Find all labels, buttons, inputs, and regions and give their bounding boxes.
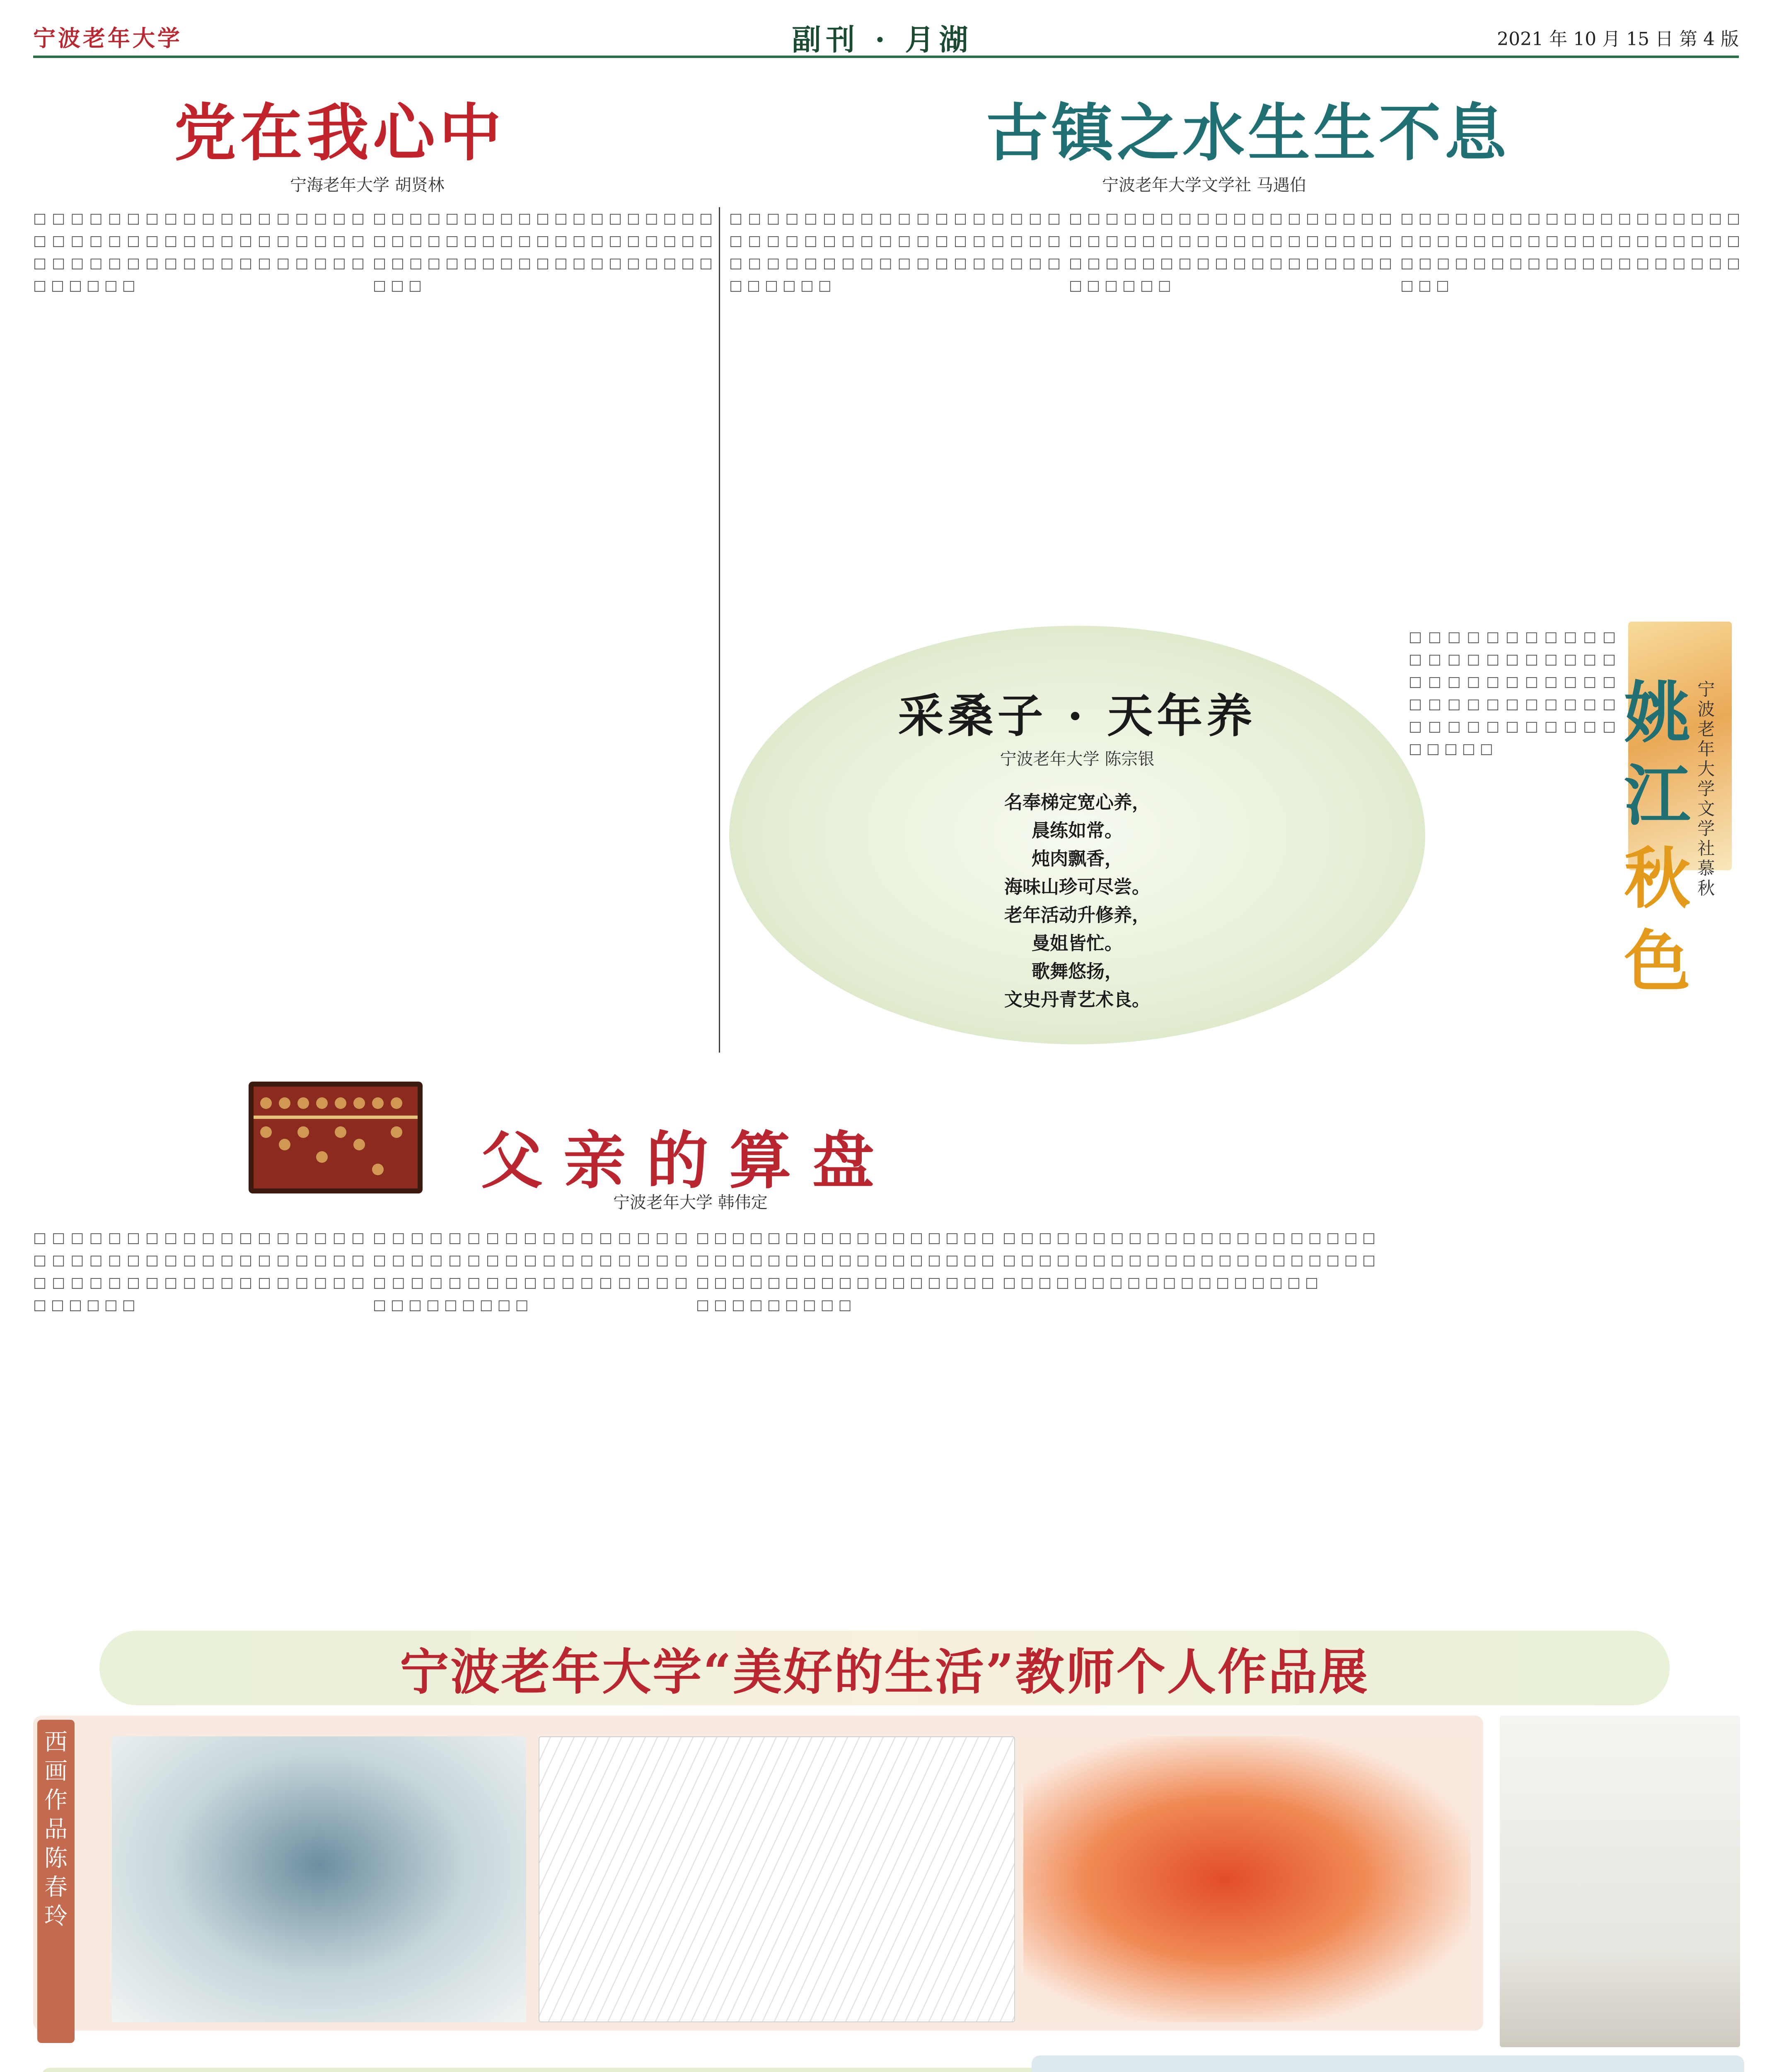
poem-line: 名奉梯定宽心养， — [1004, 792, 1150, 813]
article-party-col-2: □ □ □ □ □ □ □ □ □ □ □ □ □ □ □ □ □ □ □ □ □ □ □ □ □ □ □ □ □ □ □ □ □ □ □ □ □ □ □ □ □ □ □ □ □ □ □ □ □ □ □ □ □ □ □ □ □ □ □ □ — [373, 210, 713, 294]
masthead — [33, 17, 1739, 58]
article-party-col-1: □ □ □ □ □ □ □ □ □ □ □ □ □ □ □ □ □ □ □ □ □ □ □ □ □ □ □ □ □ □ □ □ □ □ □ □ □ □ □ □ □ □ □ □ □ □ □ □ □ □ □ □ □ □ □ □ □ □ □ □ — [33, 210, 365, 294]
poem-line: 海味山珍可尽尝。 — [1004, 876, 1150, 898]
paper-name: 宁波老年大学 — [33, 25, 182, 51]
abacus-icon — [254, 1087, 418, 1188]
article-water-byline: 宁波老年大学文学社 马遇伯 — [1102, 176, 1306, 195]
article-yaojiang-body: □ □ □ □ □ □ □ □ □ □ □ □ □ □ □ □ □ □ □ □ □ □ □ □ □ □ □ □ □ □ □ □ □ □ □ □ □ □ □ □ □ □ □ □ □ □ □ □ □ □ □ □ □ □ □ □ □ □ □ □ — [1409, 629, 1616, 757]
oil-painting-label: 西画作品 陈春玲 — [37, 1720, 75, 2043]
article-abacus-byline: 宁波老年大学 韩伟定 — [613, 1193, 768, 1212]
pencil-drawing-panel — [41, 2068, 1077, 2072]
issue-date: 2021 年 10 月 15 日 第 4 版 — [1497, 29, 1739, 50]
poem-byline: 宁波老年大学 陈宗银 — [1000, 750, 1155, 769]
exhibition-title: 宁波老年大学“美好的生活”教师个人作品展 — [400, 1643, 1369, 1701]
article-water-title: 古镇之水生生不息 — [986, 97, 1510, 169]
article-abacus-col-3: □ □ □ □ □ □ □ □ □ □ □ □ □ □ □ □ □ □ □ □ □ □ □ □ □ □ □ □ □ □ □ □ □ □ □ □ □ □ □ □ □ □ □ □ □ □ □ □ □ □ □ □ □ □ □ □ □ □ □ □ — [696, 1230, 994, 1313]
article-yaojiang-title-b: 秋色 — [1624, 840, 1691, 1000]
section-title: 副刊 · 月湖 — [792, 22, 973, 57]
fish-painting — [112, 1736, 526, 2022]
article-abacus-col-4: □ □ □ □ □ □ □ □ □ □ □ □ □ □ □ □ □ □ □ □ □ □ □ □ □ □ □ □ □ □ □ □ □ □ □ □ □ □ □ □ □ □ □ □ □ □ □ □ □ □ □ □ □ □ □ □ □ □ □ □ — [1003, 1230, 1376, 1291]
poem-line: 歌舞悠扬， — [1032, 961, 1123, 982]
poem-line: 曼姐皆忙。 — [1032, 933, 1123, 954]
boats-sketch — [539, 1736, 1015, 2022]
article-yaojiang-byline: 宁波老年大学文学社 慕 秋 — [1697, 679, 1715, 898]
article-water-col-2: □ □ □ □ □ □ □ □ □ □ □ □ □ □ □ □ □ □ □ □ □ □ □ □ □ □ □ □ □ □ □ □ □ □ □ □ □ □ □ □ □ □ □ □ □ □ □ □ □ □ □ □ □ □ □ □ □ □ □ □ — [1069, 210, 1392, 294]
article-water-col-1: □ □ □ □ □ □ □ □ □ □ □ □ □ □ □ □ □ □ □ □ □ □ □ □ □ □ □ □ □ □ □ □ □ □ □ □ □ □ □ □ □ □ □ □ □ □ □ □ □ □ □ □ □ □ □ □ □ □ □ □ — [729, 210, 1061, 294]
crab-painting — [1023, 1736, 1471, 2022]
column-divider — [719, 207, 720, 1053]
poem-line: 文史丹青艺术良。 — [1004, 989, 1150, 1010]
poem-line: 晨练如常。 — [1032, 820, 1123, 841]
article-abacus-title: 父亲的算盘 — [481, 1125, 895, 1197]
poem-title: 采桑子 · 天年养 — [898, 689, 1257, 743]
abacus-illustration — [249, 1082, 423, 1193]
article-party-title: 党在我心中 — [174, 97, 506, 169]
article-abacus-col-2: □ □ □ □ □ □ □ □ □ □ □ □ □ □ □ □ □ □ □ □ □ □ □ □ □ □ □ □ □ □ □ □ □ □ □ □ □ □ □ □ □ □ □ □ □ □ □ □ □ □ □ □ □ □ □ □ □ □ □ □ — [373, 1230, 688, 1313]
article-party-byline: 宁海老年大学 胡贤林 — [290, 176, 445, 195]
article-water-col-3: □ □ □ □ □ □ □ □ □ □ □ □ □ □ □ □ □ □ □ □ □ □ □ □ □ □ □ □ □ □ □ □ □ □ □ □ □ □ □ □ □ □ □ □ □ □ □ □ □ □ □ □ □ □ □ □ □ □ □ □ — [1400, 210, 1740, 294]
article-abacus-col-1: □ □ □ □ □ □ □ □ □ □ □ □ □ □ □ □ □ □ □ □ □ □ □ □ □ □ □ □ □ □ □ □ □ □ □ □ □ □ □ □ □ □ □ □ □ □ □ □ □ □ □ □ □ □ □ □ □ □ □ □ — [33, 1230, 365, 1313]
flower-arrangement-panel — [1032, 2055, 1744, 2072]
poem-line: 炖肉飘香， — [1032, 848, 1123, 869]
vase-arrangement-photo — [1500, 1716, 1740, 2047]
poem-line: 老年活动升修养， — [1004, 905, 1150, 926]
article-yaojiang-title — [1624, 671, 1691, 1003]
article-yaojiang-title-a: 姚江 — [1624, 674, 1691, 835]
